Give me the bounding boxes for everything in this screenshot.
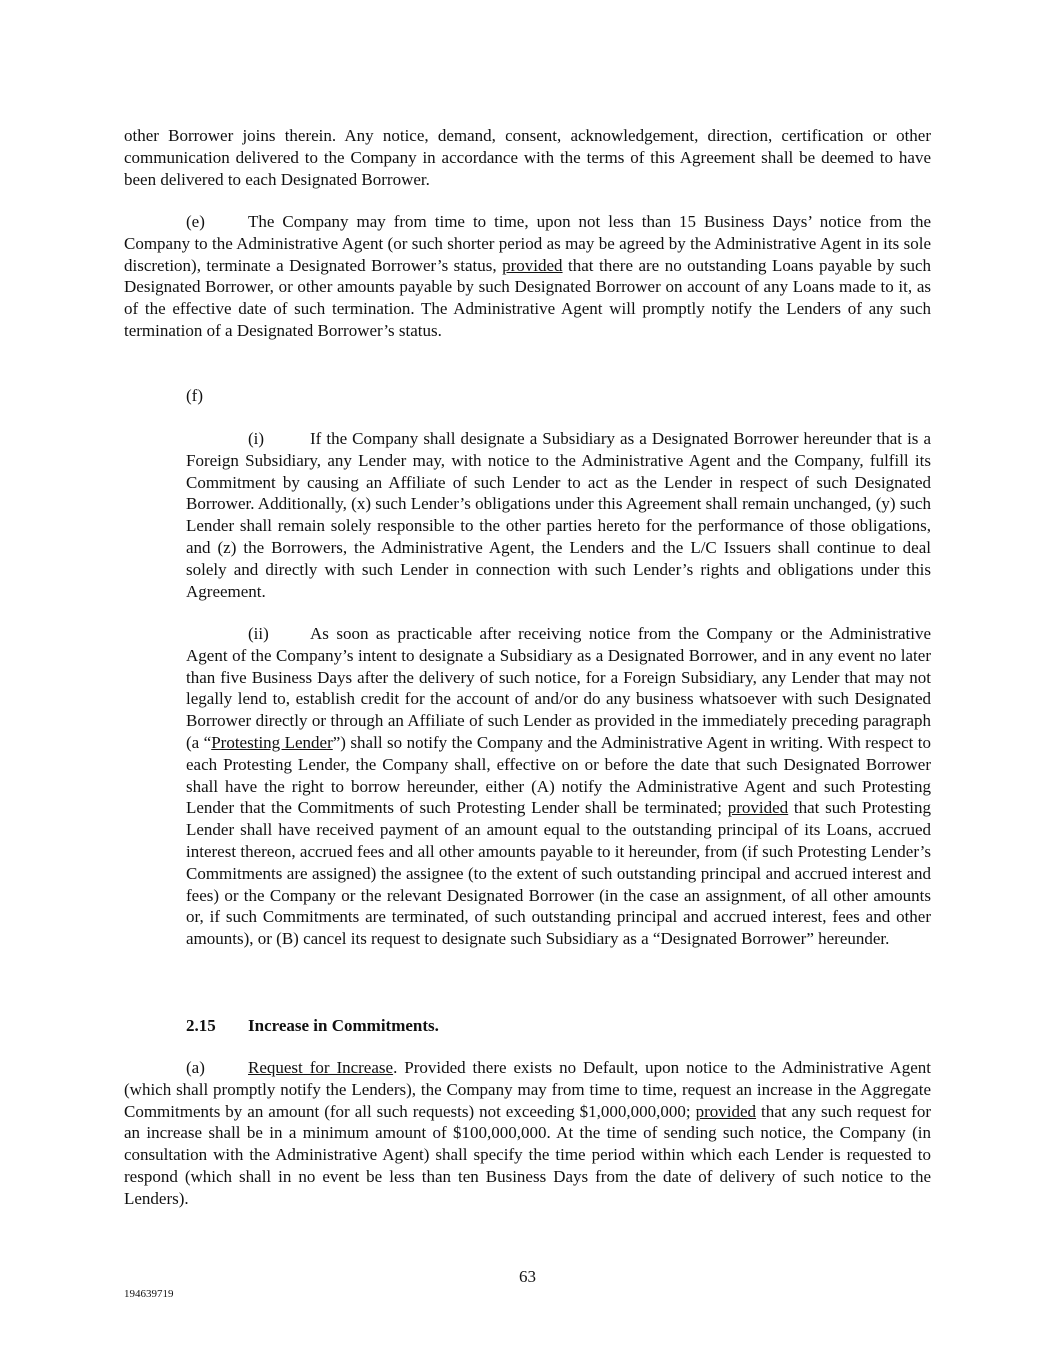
paragraph-e [124,211,931,342]
paragraph-label: (ii) [248,624,269,643]
paragraph-text: that there are no outstanding Loans payable by such Designated Borrower, or other amounts payable by such Designated Borrower on account of any Loans made to it, as of the effective date of such termination. The Administrative Agent will promptly notify the Lenders of any such termination of a Designated Borrower’s status. [124,255,931,340]
section-heading [186,1015,439,1037]
paragraph-text: other Borrower joins therein. Any notice, demand, consent, acknowledgement, direction, certification or other communication delivered to the Company in accordance with the terms of this Agreement shall be deemed to have been delivered to each Designated Borrower. [124,126,931,189]
paragraph-text: The Company may from time to time, upon not less than 15 Business Days’ notice from the Company to the Administrative Agent (or such shorter period as may be agreed by the Administrative Agent in its sole discretion), terminate a Designated Borrower’s status, [124,212,931,275]
paragraph-text: ”) shall so notify the Company and the Administrative Agent in writing. With respect to each Protesting Lender, the Company shall, effective on or before the date that such Designated Borrower shall have the right to borrow hereunder, either (A) notify the Administrative Agent and such Protesting Lender that the Commitments of such Protesting Lender shall be terminated; [186,732,931,818]
paragraph-label: (i) [248,429,265,448]
section-title: Increase in Commitments. [248,1016,439,1035]
paragraph-f-ii [186,623,931,950]
paragraph-text: As soon as practicable after receiving notice from the Company or the Administrative Agent of the Company’s intent to designate a Subsidiary as a Designated Borrower, and in any event no later than five Business Days after the delivery of such notice, for a Foreign Subsidiary, any Lender that may not legally lend to, establish credit for the account of and/or do any business whatsoever with such Designated Borrower directly or through an Affiliate of such Lender as provided in the immediately preceding paragraph (a “ [186,624,931,752]
provided-term: provided [502,255,563,275]
caption-term: Request for Increase [248,1058,394,1077]
paragraph-text: . Provided there exists no Default, upon notice to the Administrative Agent (which shall promptly notify the Lenders), the Company may from time to time, request an increase in the Aggregate Commitments by an amount (for all such requests) not exceeding $1,000,000,000; [124,1058,931,1121]
defined-term: Protesting Lender [211,732,333,752]
paragraph-text: If the Company shall designate a Subsidiary as a Designated Borrower hereunder that is a Foreign Subsidiary, any Lender may, with notice to the Administrative Agent and the Company, fulfill its Commitment by causing an Affiliate of such Lender to act as the Lender in respect of such Designated Borrower. Additionally, (x) such Lender’s obligations under this Agreement shall remain unchanged, (y) such Lender shall remain solely responsible to the other parties hereto for the performance of those obligations, and (z) the Borrowers, the Administrative Agent, the Lenders and the L/C Issuers shall continue to deal solely and directly with such Lender in connection with such Lender’s rights and obligations under this Agreement. [186,429,931,601]
provided-term: provided [695,1101,757,1121]
paragraph-label: (a) [186,1058,205,1077]
provided-term: provided [727,798,789,818]
paragraph-f-i [186,428,931,602]
paragraph-f [186,385,931,407]
paragraph-continuation [124,125,931,190]
paragraph-label: (e) [186,212,205,231]
document-id: 194639719 [124,1288,174,1300]
paragraph-text: that any such request for an increase shall be in a minimum amount of $100,000,000. At the time of sending such notice, the Company (in consultation with the Administrative Agent) shall specify the time period within which each Lender is requested to respond (which shall in no event be less than ten Business Days from the date of delivery of such notice to the Lenders). [124,1101,931,1208]
paragraph-text: that such Protesting Lender shall have received payment of an amount equal to the outstanding principal of its Loans, accrued interest thereon, accrued fees and all other amounts payable to it hereunder, from (if such Protesting Lender’s Commitments are assigned) the assignee (to the extent of such outstanding principal and accrued interest and fees) or the Company or the relevant Designated Borrower (in the case an assignment, of all other amounts or, if such Commitments are terminated, of such outstanding principal and accrued interest, fees and other amounts), or (B) cancel its request to designate such Subsidiary as a “Designated Borrower” hereunder. [186,798,931,949]
section-number: 2.15 [186,1016,216,1035]
paragraph-a [124,1057,931,1210]
page-number: 63 [519,1267,536,1286]
paragraph-label: (f) [186,386,203,405]
